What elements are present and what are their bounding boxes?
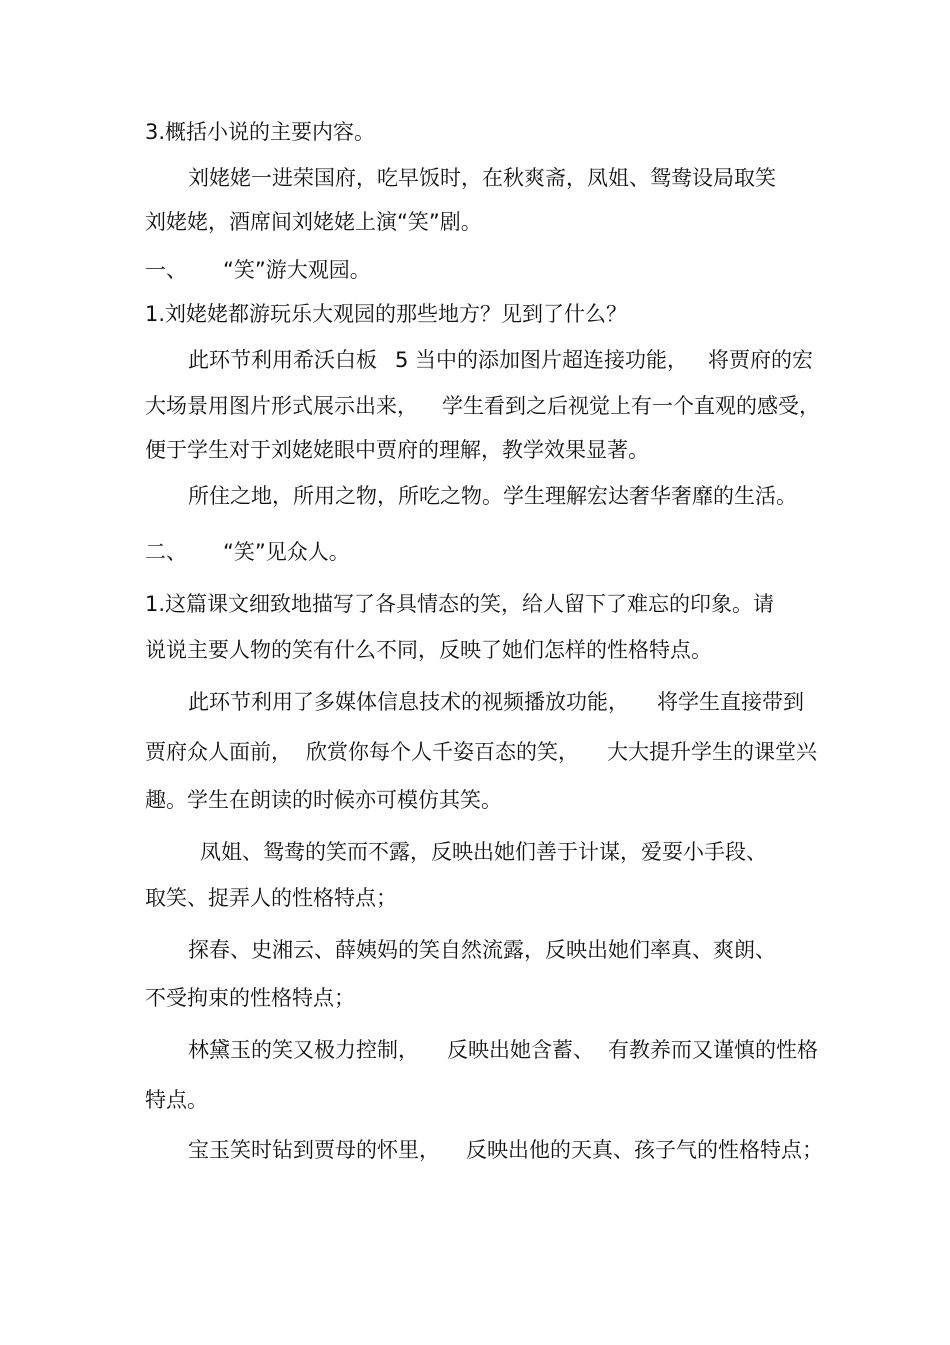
paragraph-line: 趣。学生在朗读的时候亦可模仿其笑。 bbox=[145, 788, 502, 812]
section-title: “笑”见众人。 bbox=[223, 540, 350, 564]
text-segment: 大大提升学生的课堂兴 bbox=[607, 740, 817, 764]
paragraph-line: 所住之地，所用之物，所吃之物。学生理解宏达奢华奢靡的生活。 bbox=[188, 484, 797, 508]
paragraph-line bbox=[145, 738, 817, 766]
section-number: 一、 bbox=[145, 258, 187, 282]
paragraph-line bbox=[188, 1036, 818, 1064]
text-segment: 大场景用图片形式展示出来， bbox=[145, 394, 418, 418]
section-heading-line bbox=[145, 256, 371, 284]
paragraph-line: 刘姥姥一进荣国府，吃早饭时，在秋爽斋，凤姐、鸳鸯设局取笑 bbox=[188, 166, 776, 190]
text-segment: 林黛玉的笑又极力控制， bbox=[188, 1038, 419, 1062]
paragraph-line: 3.概括小说的主要内容。 bbox=[145, 120, 376, 144]
paragraph-line bbox=[188, 346, 813, 374]
section-title: “笑”游大观园。 bbox=[223, 258, 371, 282]
text-segment: 此环节利用了多媒体信息技术的视频播放功能， bbox=[188, 690, 629, 714]
section-number: 二、 bbox=[145, 540, 187, 564]
text-segment: 此环节利用希沃白板 bbox=[188, 348, 377, 372]
text-segment: 反映出他的天真、孩子气的性格特点； bbox=[466, 1138, 823, 1162]
text-segment: 贾府众人面前， bbox=[145, 740, 292, 764]
paragraph-line bbox=[188, 688, 804, 716]
section-heading-line bbox=[145, 538, 350, 566]
text-segment: 宝玉笑时钻到贾母的怀里， bbox=[188, 1138, 440, 1162]
paragraph-line: 探春、史湘云、薛姨妈的笑自然流露，反映出她们率真、爽朗、 bbox=[188, 938, 776, 962]
question-line: 1.这篇课文细致地描写了各具情态的笑，给人留下了难忘的印象。请 bbox=[145, 592, 775, 616]
text-segment: 反映出她含蓄、 bbox=[447, 1038, 594, 1062]
text-segment: 学生看到之后视觉上有一个直观的感受， bbox=[442, 394, 820, 418]
paragraph-line: 凤姐、鸳鸯的笑而不露，反映出她们善于计谋，爱耍小手段、 bbox=[200, 840, 767, 864]
paragraph-line: 不受拘束的性格特点； bbox=[145, 986, 355, 1010]
text-segment: 有教养而又谨慎的性格 bbox=[608, 1038, 818, 1062]
text-segment: 欣赏你每个人千姿百态的笑， bbox=[306, 740, 579, 764]
text-segment: 5 当中的添加图片超连接功能， bbox=[395, 348, 689, 372]
text-segment: 将学生直接带到 bbox=[657, 690, 804, 714]
question-line: 1.刘姥姥都游玩乐大观园的那些地方？见到了什么？ bbox=[145, 302, 628, 326]
text-segment: 将贾府的宏 bbox=[708, 348, 814, 372]
question-line: 说说主要人物的笑有什么不同，反映了她们怎样的性格特点。 bbox=[145, 638, 712, 662]
paragraph-line bbox=[145, 392, 820, 420]
paragraph-line: 特点。 bbox=[145, 1088, 208, 1112]
paragraph-line bbox=[188, 1136, 823, 1164]
paragraph-line: 便于学生对于刘姥姥眼中贾府的理解，教学效果显著。 bbox=[145, 438, 649, 462]
paragraph-line: 刘姥姥，酒席间刘姥姥上演“笑”剧。 bbox=[145, 210, 482, 234]
paragraph-line: 取笑、捉弄人的性格特点； bbox=[145, 886, 397, 910]
